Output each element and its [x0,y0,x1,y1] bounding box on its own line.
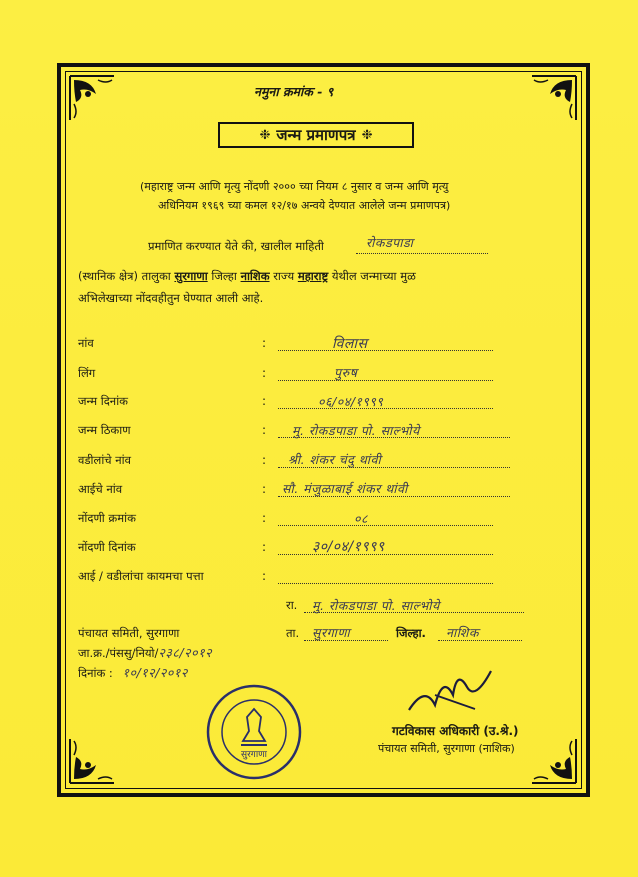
field-label: आईचे नांव [78,482,123,496]
field-value-reg-no: ०८ [354,511,369,526]
field-value-name: विलास [332,336,368,352]
certify-village: रोकडपाडा [366,235,414,250]
ref-row [78,646,212,660]
corner-ornament-icon [68,74,116,122]
jurisdiction-suffix: येथील जन्माच्या मुळ [331,269,416,283]
date-value: १०/१२/२०१२ [122,665,188,680]
field-dots [278,350,493,351]
field-label: आई / वडीलांचा कायमचा पत्ता [78,569,204,583]
field-dots [278,583,493,584]
colon: : [262,482,267,496]
office-seal-icon [205,683,303,781]
signatory-title: गटविकास अधिकारी (उ.श्रे.) [392,724,519,738]
ornament-icon: ❉ [361,127,373,143]
address-ra-label: रा. [286,598,298,612]
colon: : [262,511,267,525]
colon: : [262,453,267,467]
jurisdiction-line-1 [78,269,416,283]
colon: : [262,423,267,437]
ref-value: २३८/२०१२ [158,645,213,660]
title-box [218,122,414,148]
date-row [78,666,188,680]
district-value: नाशिक [240,269,270,283]
signature-icon [405,665,495,720]
office-name: पंचायत समिती, सुरगाणा [78,626,180,640]
page-title: जन्म प्रमाणपत्र [276,126,356,144]
ornament-icon: ❉ [259,127,271,143]
field-value-mother: सौ. मंजुळाबाई शंकर थांवी [282,481,408,496]
field-value-dob: ०६/०४/१९९९ [318,394,384,409]
state-value: महाराष्ट्र [297,269,329,283]
field-label: नोंदणी दिनांक [78,540,136,554]
field-dots [278,408,493,409]
certify-text: प्रमाणित करण्यात येते की, खालील माहिती [148,239,324,253]
certify-dots [356,253,488,254]
field-value-birthplace: मु. रोकडपाडा पो. साल्भोये [292,423,420,438]
address-jilha-label: जिल्हा. [396,626,426,640]
address-ta-value: सुरगाणा [312,625,351,640]
corner-ornament-icon [530,737,578,785]
field-label: जन्म ठिकाण [78,423,131,437]
seal-text: सुरगाणा [240,750,268,760]
field-dots [278,380,493,381]
field-dots [278,525,493,526]
signatory-office: पंचायत समिती, सुरगाणा (नाशिक) [378,742,515,755]
field-value-gender: पुरुष [334,365,358,380]
address-ra-value: मु. रोकडपाडा पो. साल्भोये [312,598,440,613]
form-number: नमुना क्रमांक - ९ [254,84,334,99]
corner-ornament-icon [530,74,578,122]
colon: : [262,540,267,554]
field-label: नांव [78,336,94,350]
field-label: लिंग [78,366,96,380]
colon: : [262,366,267,380]
state-label: राज्य [273,269,295,283]
field-label: नोंदणी क्रमांक [78,511,136,525]
ref-label: जा.क्र./पंससु/नियो/ [78,646,159,660]
field-label: जन्म दिनांक [78,394,129,408]
corner-ornament-icon [68,737,116,785]
subtitle-line-2: अधिनियम १९६९ च्या कमल १२/१७ अन्वये देण्यात आलेले जन्म प्रमाणपत्र) [158,199,451,212]
colon: : [262,394,267,408]
address-ta-label: ता. [286,626,300,640]
field-dots [278,554,493,555]
jurisdiction-line-2: अभिलेखाच्या नोंदवहीतुन घेण्यात आली आहे. [78,291,264,305]
field-value-reg-date: ३०/०४/१९९९ [312,539,385,555]
address-jilha-value: नाशिक [446,625,480,640]
taluka-value: सुरगाणा [174,269,208,283]
date-label: दिनांक : [78,666,113,680]
jurisdiction-prefix: (स्थानिक क्षेत्र) तालुका [78,269,171,283]
field-label: वडीलांचे नांव [78,453,132,467]
field-value-father: श्री. शंकर चंदु थांवी [288,452,382,467]
subtitle-line-1: (महाराष्ट्र जन्म आणि मृत्यु नोंदणी २००० च्या नियम ८ नुसार व जन्म आणि मृत्यु [140,180,449,193]
district-label: जिल्हा [211,269,237,283]
colon: : [262,569,267,583]
colon: : [262,336,267,350]
